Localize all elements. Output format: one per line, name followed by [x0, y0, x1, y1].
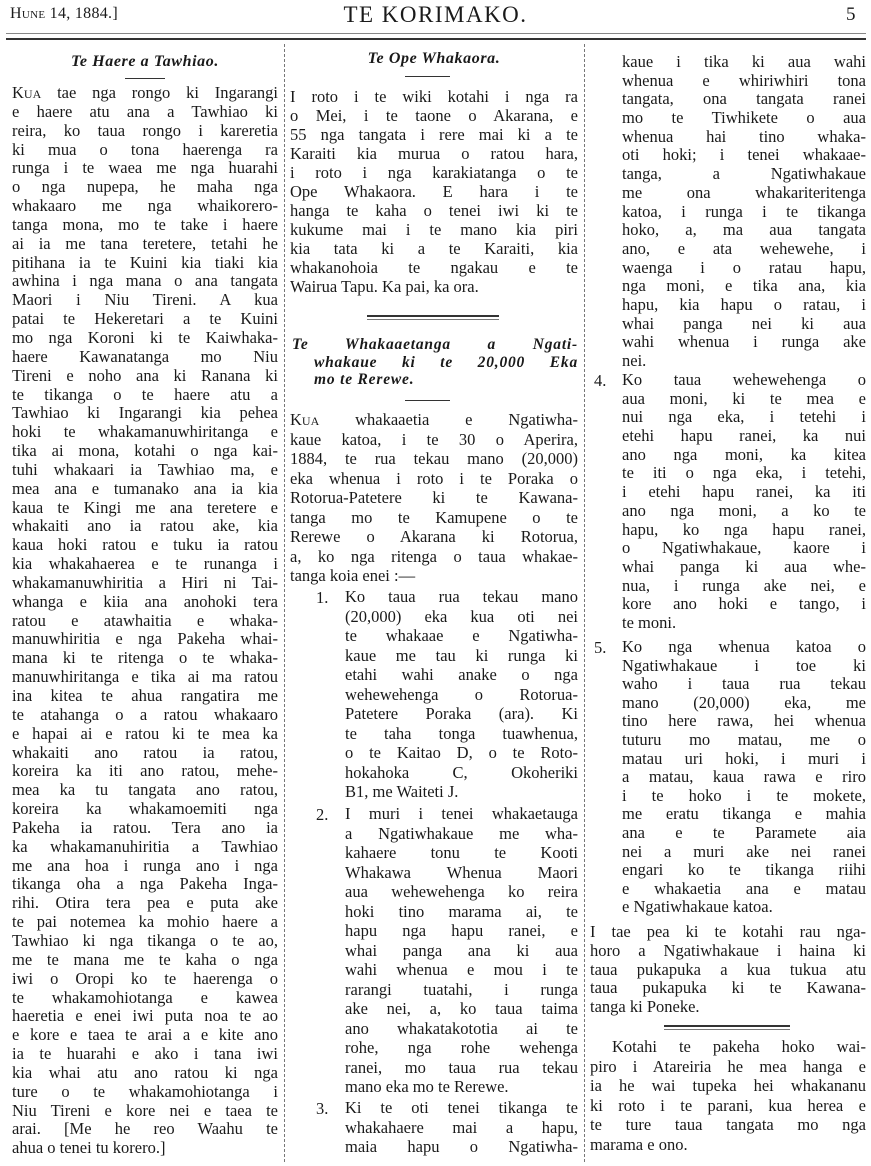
text-line: tikanga oha a nga Pakeha Inga-: [12, 874, 278, 894]
text-line: ai ia me tana teretere, tetahi he: [12, 233, 278, 253]
text-line: me eratu tikanga e mahia: [622, 804, 866, 824]
text-line: ana e te Paramete aia: [622, 822, 866, 842]
text-line: nei.: [622, 351, 647, 370]
text-line: matau uri hoki, i muri i: [622, 748, 866, 768]
text-line: nua, i runga ake nei, e: [622, 575, 866, 595]
text-line: te iti o nga eka, i tetehi,: [622, 463, 866, 483]
text-line: arai. [Me he reo Waahu te: [12, 1119, 278, 1139]
text-line: waho i taua rua tekau: [622, 674, 866, 694]
article-body-whakaaetanga: [290, 410, 578, 586]
text-line: manuwhiritia e nga Pakeha whai-: [12, 629, 278, 649]
text-line: ia te huarahi e ako i tana iwi: [12, 1044, 278, 1064]
text-line: whenua e whiriwhiri tona: [622, 70, 866, 90]
text-line: wahi whenua e mou i te: [345, 960, 578, 979]
text-line: mea ana e tumanako ana ia kia: [12, 478, 278, 498]
text-line: kaua te Kingi me ana teretere e: [12, 497, 278, 517]
article-body-te-ope-whakaora: [290, 87, 578, 296]
text-line: nui nga eka, i tetehi i: [622, 407, 866, 427]
list-number: 3.: [316, 1099, 329, 1118]
heading-rule: [405, 76, 450, 77]
text-line: a matau, kaua rawa e riro: [622, 767, 866, 787]
section-double-rule: [367, 319, 499, 320]
text-line: ratou e atawhaitia e whaka-: [12, 610, 278, 630]
text-line: iwi o Oropi ko te haerenga o: [12, 968, 278, 988]
text-line: runga i te waea me nga huarahi: [12, 158, 278, 178]
text-line: etehi hapu ranei, ka nui: [622, 426, 866, 446]
text-line: tanga mona, mo te take i haere: [12, 214, 278, 234]
text-line: tuturu mo matau, me o: [622, 729, 866, 749]
newspaper-title: TE KORIMAKO.: [343, 2, 528, 27]
text-line: mano (20,000) eka, me: [622, 692, 866, 712]
text-line: ranei, mo taua rua tekau: [345, 1057, 578, 1077]
list-item: [622, 638, 866, 917]
text-line: te atahanga o a ratou whakaaro: [12, 704, 278, 724]
text-line: rohe, nga rohe wehenga: [345, 1038, 578, 1057]
text-line: tanga ki Poneke.: [590, 997, 700, 1016]
text-line: 55 nga tangata i rere mai ki a te: [290, 125, 578, 144]
text-line: Ko nga whenua katoa o: [622, 637, 866, 656]
text-line: te whakaae e Ngatiwha-: [345, 626, 578, 645]
text-line: piro i Atareiria he mea hanga e: [590, 1056, 866, 1076]
text-line: reira, ko taua rongo i kareretia: [12, 120, 278, 140]
text-line: nga moni, e tika ana, kia: [622, 276, 866, 296]
text-line: taua pukapuka a kua tukua atu: [590, 959, 866, 979]
text-line: Ko taua wehewehenga o: [622, 370, 866, 389]
text-line: ka whakamanuhiritia a Tawhiao: [12, 836, 278, 856]
text-line: kia whai atu ano ratou ki nga: [12, 1062, 278, 1082]
article-body-closing: [590, 923, 866, 1017]
text-line: awhina i nga mana o ana tangata: [12, 271, 278, 291]
text-line: a Ngatiwhakaue me wha-: [345, 823, 578, 843]
text-line: i roto i nga karakiatanga o te: [290, 163, 578, 182]
section-double-rule: [664, 1025, 790, 1027]
text-line: o nga nupepa, he maha nga: [12, 177, 278, 197]
text-line: me ana hoa i runga ano i nga: [12, 855, 278, 875]
text-line: mo te Rerewe.: [314, 371, 415, 388]
text-line: whakaue ki te 20,000 Eka: [314, 353, 578, 371]
heading-rule: [125, 78, 165, 79]
text-line: tanga, a Ngatiwhakaue: [622, 164, 866, 184]
text-line: etahi wahi anake o nga: [345, 665, 578, 684]
text-line: mo nga Koroni ki te Kaiwhaka-: [12, 327, 278, 347]
text-line: whai panga ana ki aua: [345, 940, 578, 960]
text-line: ano whakatakototia ai te: [345, 1018, 578, 1038]
text-line: ake nei, a, ko taua taima: [345, 999, 578, 1018]
text-line: a, ko nga ritenga o taua whakae-: [290, 546, 578, 566]
text-line: tanga koia enei :—: [290, 566, 416, 585]
text-line: koreira ka iti ano ratou, mehe-: [12, 761, 278, 781]
text-line: maia hapu o Ngatiwha-: [345, 1137, 578, 1156]
text-line: aua moni, ki te mea e: [622, 388, 866, 408]
text-line: pitihana ia te Kuini kia tiaki kia: [12, 252, 278, 272]
text-line: whanga e kiia ana anohoki tera: [12, 591, 278, 611]
text-line: i te hoko i te mokete,: [622, 785, 866, 805]
column-divider: [284, 44, 285, 1162]
text-line: Tawhiao ki Ingarangi kia pehea: [12, 403, 278, 423]
text-line: (20,000) eka kua oti nei: [345, 606, 578, 626]
text-line: whai panga nei ki aua: [622, 313, 866, 333]
text-line: tanga mo te Kamupene o te: [290, 507, 578, 527]
list-number: 1.: [316, 588, 329, 607]
text-line: kukume mai i te mano kia piri: [290, 220, 578, 239]
text-line: e Ngatiwhakaue katoa.: [622, 897, 773, 917]
text-line: tino here rawa, hei whenua: [622, 711, 866, 731]
lead-word: Kua: [12, 83, 42, 102]
column-divider: [584, 44, 585, 1162]
text-line: Ope Whakaora. E hara i te: [290, 182, 578, 201]
text-line: Whakawa Whenua Maori: [345, 862, 578, 882]
text-line: tuhi whakaari ia Tawhiao ma, e: [12, 459, 278, 479]
list-item: [345, 1098, 578, 1157]
text-line: kaue i tika ki aua wahi: [622, 52, 866, 71]
text-line: ia he wai tupeka hei whakananu: [590, 1076, 866, 1096]
text-line: kore ano hoki e tango, i: [622, 594, 866, 614]
text-line: e kore e taea te arai a e kite ano: [12, 1025, 278, 1045]
text-line: te taha tonga tuawhenua,: [345, 723, 578, 743]
text-line: hanga te kaha o tenei iwi ki te: [290, 201, 578, 220]
text-line: Niu Tireni e kore nei e taea te: [12, 1100, 278, 1120]
article-heading-whakaaetanga: [292, 336, 578, 389]
list-number: 4.: [594, 371, 607, 390]
text-line: wehewehenga o Rotorua-: [345, 684, 578, 704]
text-line: manuwhiritanga e tika ai ma ratou: [12, 667, 278, 687]
text-line: rihi. Otira tera pea e puta ake: [12, 893, 278, 913]
text-line: ano nga moni, a ko te: [622, 500, 866, 520]
article-heading-te-haere-a-tawhiao: Te Haere a Tawhiao.: [70, 53, 219, 70]
text-line: marama e ono.: [590, 1134, 688, 1154]
text-line: Kua tae nga rongo ki Ingarangi: [12, 83, 278, 102]
text-line: kia whakahaerea e te runanga i: [12, 554, 278, 574]
text-line: whenua hai tino whaka-: [622, 126, 866, 146]
text-line: Wairua Tapu. Ka pai, ka ora.: [290, 277, 479, 296]
list-number: 5.: [594, 638, 607, 657]
text-line: Patetere Poraka (ara). Ki: [345, 704, 578, 723]
text-line: hoko, a, ma aua tangata: [622, 220, 866, 240]
text-line: ahua o tenei tu korero.]: [12, 1138, 166, 1158]
text-line: eka whenua i roto i te Poraka o: [290, 468, 578, 488]
text-line: patai te Hekeretari a te Kuini: [12, 309, 278, 329]
text-line: whakaaro me nga whaikorero-: [12, 196, 278, 216]
page-number: 5: [846, 4, 856, 25]
text-line: te tikanga o te haere atu a: [12, 384, 278, 404]
text-line: te whakamohiotanga e kawea: [12, 987, 278, 1007]
text-line: Tireni e noho ana ki Ranana ki: [12, 365, 278, 385]
text-line: taua pukapuka ki te Kawana-: [590, 978, 866, 998]
lead-word: Kua: [290, 410, 320, 429]
text-line: waenga i o ratau hapu,: [622, 257, 866, 277]
text-line: kahaere tonu te Kooti: [345, 843, 578, 862]
text-line: o Mei, i te taone o Akarana, e: [290, 106, 578, 125]
text-line: Kua whakaaetia e Ngatiwha-: [290, 410, 578, 429]
list-item: [622, 371, 866, 633]
text-line: Ko taua rua tekau mano: [345, 587, 578, 606]
text-line: wahi whenua i runga ake: [622, 332, 866, 352]
text-line: o Ngatiwhakaue, kaore i: [622, 538, 866, 558]
text-line: I roto i te wiki kotahi i nga ra: [290, 87, 578, 106]
text-line: Maori i Niu Tireni. A kua: [12, 290, 278, 310]
text-line: mea ka tu tangata ano ratou,: [12, 780, 278, 800]
article-heading-te-ope-whakaora: Te Ope Whakaora.: [367, 50, 501, 67]
text-line: oti hoki; i tenei whakaae-: [622, 145, 866, 165]
text-line: Rerewe o Akarana ki Rotorua,: [290, 527, 578, 546]
text-line: mo te Tiwhikete o aua: [622, 108, 866, 128]
text-line: hapu, kia hapu o ratau, i: [622, 294, 866, 314]
text-line: haere Kawanatanga mo Niu: [12, 346, 278, 366]
text-line: Ngatiwhakaue i toe ki: [622, 655, 866, 675]
text-line: whakaiti ano ratou ia ratou,: [12, 742, 278, 762]
text-line: me te mana me te kaha o nga: [12, 949, 278, 969]
text-line: tika ai mona, kotahi o nga kai-: [12, 441, 278, 461]
text-line: 1884, te rua tekau mano (20,000): [290, 449, 578, 468]
text-line: rarangi tuatahi, i runga: [345, 979, 578, 999]
text-line: Pakeha ia ratou. Tera ano ia: [12, 817, 278, 837]
text-line: ki mua o tona haerenga ra: [12, 139, 278, 159]
text-line: I muri i tenei whakaetauga: [345, 804, 578, 823]
text-line: e whakaetia ana e matau: [622, 878, 866, 898]
text-line: o te Kaitao D, o te Roto-: [345, 743, 578, 762]
text-line: kaua hoki ratou e tuku ia ratou: [12, 535, 278, 555]
list-item: [345, 804, 578, 1097]
text-line: hoki tino marama ai, te: [345, 901, 578, 921]
text-line: horo a Ngatiwhakaue i haina ki: [590, 940, 866, 960]
text-line: whakaiti ano ia ratou ake, kia: [12, 516, 278, 536]
text-line: ano nga moni, ka kitea: [622, 444, 866, 464]
text-line: ki roto i te parani, kua herea e: [590, 1095, 866, 1115]
masthead-rule-thin: [6, 33, 866, 34]
text-line: hoki te whakamanuwhiritanga e: [12, 422, 278, 442]
text-line: whai panga ki aua whe-: [622, 556, 866, 576]
list-item: [345, 587, 578, 802]
text-line: kaue katoa, i te 30 o Aperira,: [290, 429, 578, 449]
text-line: Tawhiao ki nga tikanga o te ao,: [12, 930, 278, 950]
text-line: te moni.: [622, 612, 677, 632]
text-line: e hapai ai e ratou ki te mea ka: [12, 723, 278, 743]
text-line: koreira ka whakamoemiti nga: [12, 799, 278, 819]
list-number: 2.: [316, 805, 329, 824]
text-line: mano eka mo te Rerewe.: [345, 1077, 509, 1096]
text-line: ture o te whakamohiotanga i: [12, 1081, 278, 1101]
article-body-kotahi-te-pakeha: [590, 1037, 866, 1155]
text-line: I tae pea ki te kotahi rau nga-: [590, 922, 866, 941]
text-line: Rotorua-Patetere ki te Kawana-: [290, 488, 578, 507]
text-line: aua wehewehenga ko reira: [345, 882, 578, 901]
text-line: engari ko te tikanga riihi: [622, 860, 866, 880]
text-line: me ona whakariteritenga: [622, 182, 866, 202]
text-line: Te Whakaaetanga a Ngati-: [292, 336, 578, 353]
text-line: ano, e ata wehewehe, i: [622, 238, 866, 258]
issue-date: Hune 14, 1884.]: [10, 5, 118, 22]
text-line: ina kitea te ahua rangatira me: [12, 686, 278, 705]
text-line: mana ki te ritenga o te whaka-: [12, 648, 278, 668]
list-item-continued: [622, 53, 866, 371]
text-line: nei a muri ake nei ranei: [622, 841, 866, 861]
text-line: hapu nga hapu ranei, e: [345, 921, 578, 940]
text-line: whakanohoia te ngakau e te: [290, 258, 578, 277]
text-line: tangata, ona tangata ranei: [622, 89, 866, 109]
text-line: whakahaere mai a hapu,: [345, 1117, 578, 1137]
masthead-rule: [6, 38, 866, 40]
text-line: whakamanuwhiritia a Hiri ni Tai-: [12, 572, 278, 592]
text-line: haeretia e enei iwi puta noa te ao: [12, 1006, 278, 1026]
text-line: hokahoka C, Okoheriki: [345, 762, 578, 782]
text-line: Kotahi te pakeha hoko wai-: [612, 1037, 866, 1056]
section-double-rule: [664, 1029, 790, 1030]
heading-rule: [405, 400, 450, 401]
text-line: hapu, ko nga hapu ranei,: [622, 519, 866, 539]
text-line: Karaiti kia murua o ratou hara,: [290, 144, 578, 163]
text-line: kia tata ki a te Karaiti, kia: [290, 239, 578, 258]
section-double-rule: [367, 315, 499, 317]
text-line: e haere atu ana a Tawhiao ki: [12, 101, 278, 121]
text-line: kaue me tau ki runga ki: [345, 645, 578, 665]
text-line: te ture taua tangata mo nga: [590, 1115, 866, 1135]
text-line: te pai notemea ka mohio haere a: [12, 912, 278, 932]
text-line: Ki te oti tenei tikanga te: [345, 1098, 578, 1117]
article-body-te-haere-a-tawhiao: [12, 84, 278, 1158]
text-line: katoa, i runga i te tikanga: [622, 201, 866, 221]
text-line: B1, me Waiteti J.: [345, 782, 459, 801]
text-line: i etehi hapu ranei, ka iti: [622, 482, 866, 502]
